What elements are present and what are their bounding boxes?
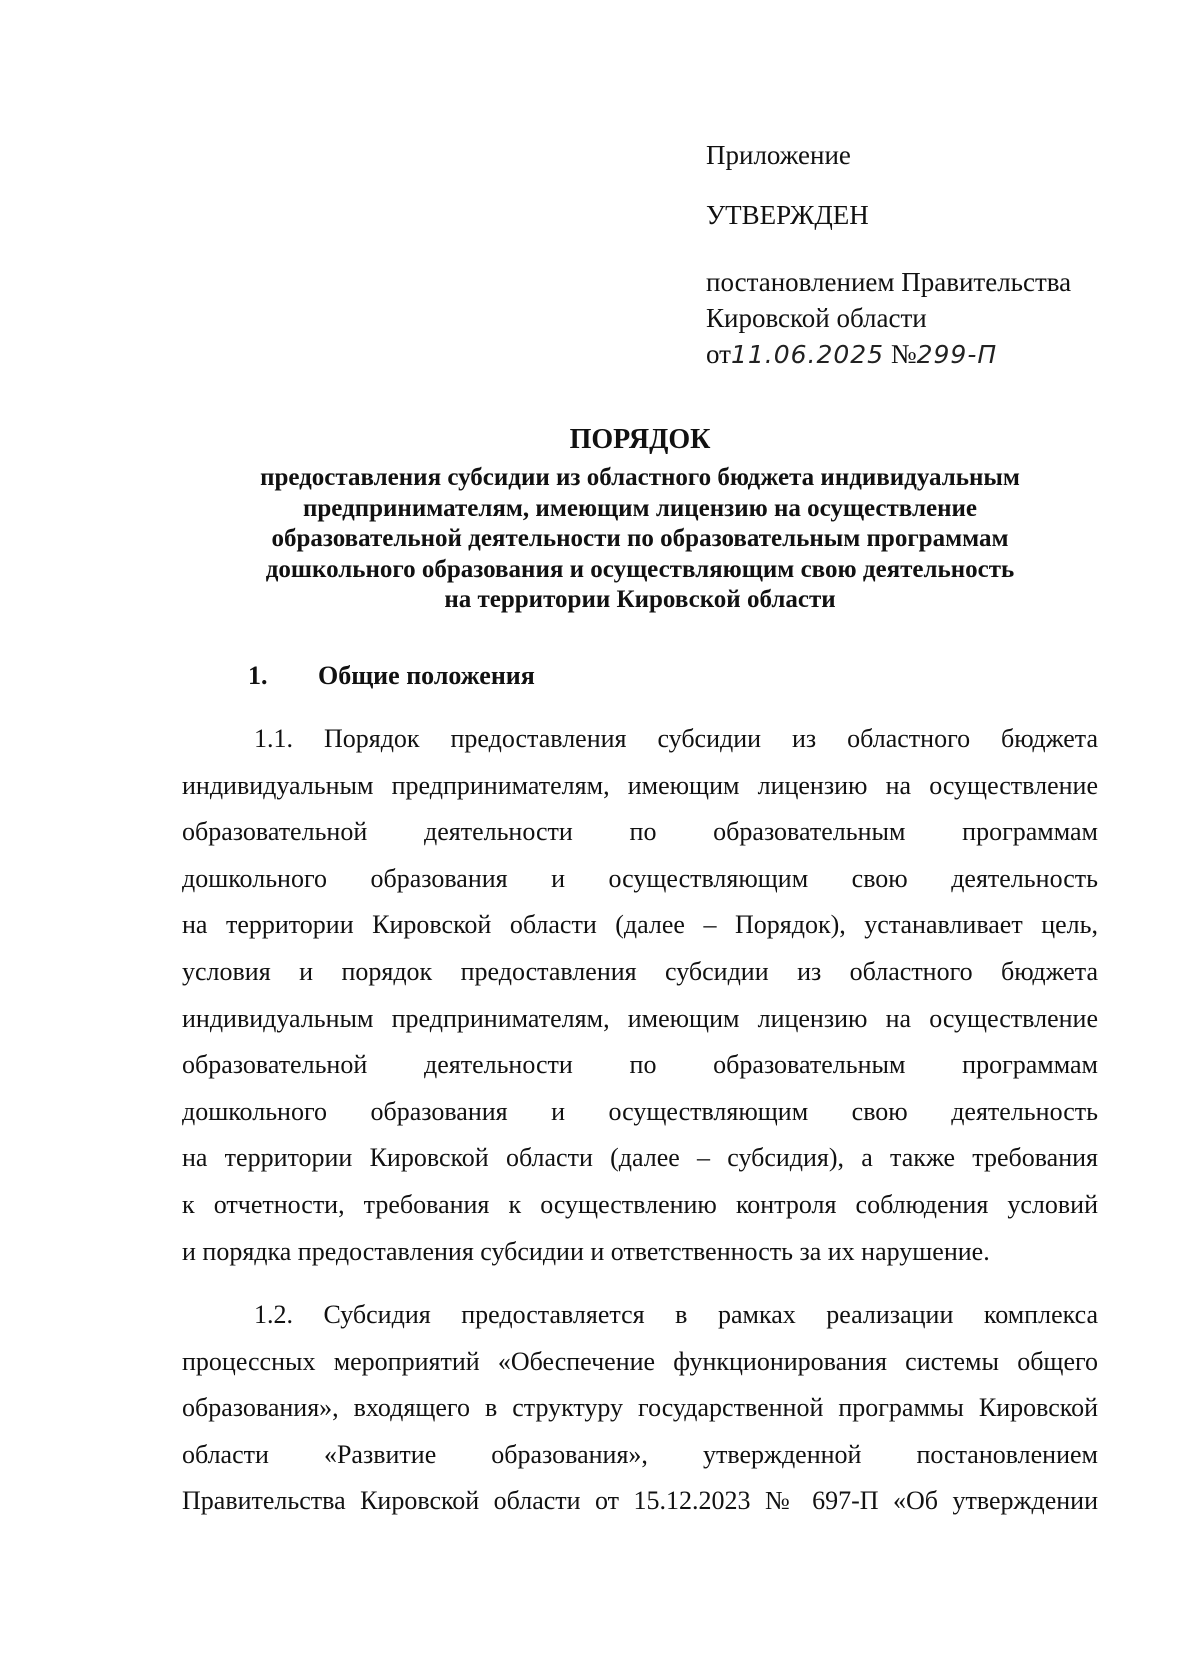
handwritten-date: 11.06.2025 bbox=[730, 340, 885, 369]
subtitle-line: образовательной деятельности по образовательным программам bbox=[271, 525, 1009, 552]
text-line: дошкольного образования и осуществляющим свою деятельность bbox=[182, 1096, 1098, 1126]
text-line: 1.2. Субсидия предоставляется в рамках реализации комплекса bbox=[254, 1300, 1098, 1329]
text-line: к отчетности, требования к осуществлению контроля соблюдения условий bbox=[182, 1189, 1098, 1219]
subtitle-line: предоставления субсидии из областного бюджета индивидуальным bbox=[260, 464, 1020, 491]
decree-line-2: Кировской области bbox=[706, 303, 927, 333]
text-line: образования», входящего в структуру государственной программы Кировской bbox=[182, 1393, 1098, 1423]
subtitle-line: дошкольного образования и осуществляющим свою деятельность bbox=[265, 555, 1015, 583]
text-line: на территории Кировской области (далее – Порядок), устанавливает цель, bbox=[182, 910, 1098, 940]
document-subtitle bbox=[0, 463, 1200, 616]
text-line: образовательной деятельности по образовательным программам bbox=[182, 817, 1098, 847]
decree-date-number bbox=[706, 334, 997, 375]
document-title: ПОРЯДОК bbox=[569, 424, 711, 455]
text-line: Правительства Кировской области от 15.12.2023 № 697-П «Об утверждении bbox=[182, 1486, 1098, 1516]
text-line: условия и порядок предоставления субсидии из областного бюджета bbox=[182, 956, 1098, 986]
text-line: образовательной деятельности по образовательным программам bbox=[182, 1050, 1098, 1080]
subtitle-line: предпринимателям, имеющим лицензию на осуществление bbox=[303, 494, 977, 522]
text-line: дошкольного образования и осуществляющим свою деятельность bbox=[182, 863, 1098, 893]
text-line: на территории Кировской области (далее – субсидия), а также требования bbox=[182, 1143, 1098, 1173]
paragraph-1-2 bbox=[182, 1292, 1098, 1525]
text-line: области «Развитие образования», утвержденной постановлением bbox=[182, 1439, 1098, 1469]
date-prefix: от bbox=[706, 339, 731, 369]
text-line: и порядка предоставления субсидии и ответственность за их нарушение. bbox=[182, 1236, 990, 1266]
text-line: индивидуальным предпринимателям, имеющим лицензию на осуществление bbox=[182, 770, 1098, 800]
section-number: 1. bbox=[248, 661, 268, 690]
paragraph-1-1 bbox=[182, 716, 1098, 1275]
approved-label: УТВЕРЖДЕН bbox=[706, 200, 869, 230]
text-line: процессных мероприятий «Обеспечение функционирования системы общего bbox=[182, 1346, 1098, 1376]
decree-line-1: постановлением Правительства bbox=[706, 267, 1072, 297]
text-line: индивидуальным предпринимателям, имеющим лицензию на осуществление bbox=[182, 1003, 1098, 1033]
handwritten-number: 299-П bbox=[916, 340, 998, 369]
section-title: Общие положения bbox=[318, 661, 535, 690]
number-prefix: № bbox=[890, 339, 917, 369]
text-line: 1.1. Порядок предоставления субсидии из областного бюджета bbox=[254, 724, 1098, 753]
appendix-label: Приложение bbox=[706, 140, 851, 170]
subtitle-line: на территории Кировской области bbox=[444, 586, 836, 613]
